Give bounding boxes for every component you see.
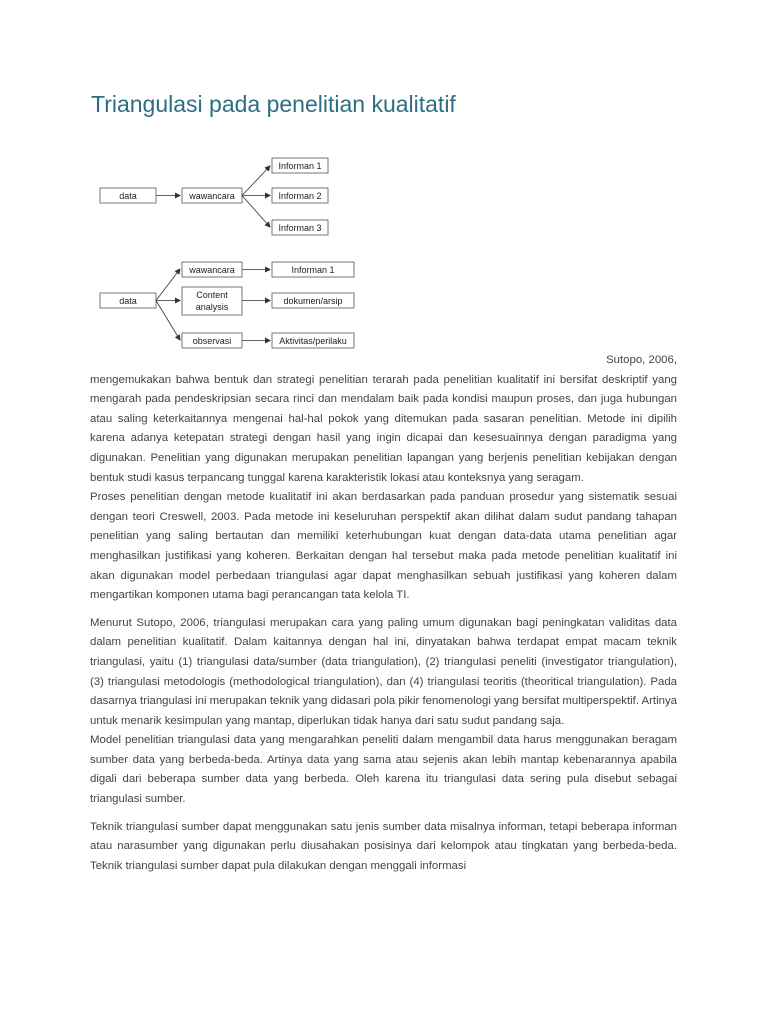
diagram-bottom-method-label: Content bbox=[196, 290, 228, 300]
diagram-bottom-target-label: Aktivitas/perilaku bbox=[279, 336, 347, 346]
diagram-bottom-method-label: analysis bbox=[195, 302, 229, 312]
article-body bbox=[90, 351, 677, 876]
paragraph: Menurut Sutopo, 2006, triangulasi merupakan cara yang paling umum digunakan bagi peningkatan validitas data dalam penelitian kualitatif. Dalam kaitannya dengan hal ini, dinyatakan bahwa terdapat empat macam teknik triangulasi, yaitu (1) triangulasi data/sumber (data triangulation), (2) triangulasi peneliti (investigator triangulation), (3) triangulasi metodologis (methodological triangulation), dan (4) triangulasi teoritis (theoritical triangulation). Pada dasarnya triangulasi ini merupakan teknik yang didasari pola pikir fenomenologi yang bersifat multiperspektif. Artinya untuk menarik kesimpulan yang mantap, diperlukan tidak hanya dari satu sudut pandang saja. bbox=[90, 616, 677, 727]
triangulation-diagram bbox=[92, 148, 362, 363]
diagram-top-method-label: wawancara bbox=[189, 191, 235, 201]
triangulation-diagram-svg bbox=[92, 148, 362, 358]
diagram-bottom-method-label: observasi bbox=[192, 336, 232, 346]
diagram-top-target-label: Informan 3 bbox=[278, 223, 322, 233]
diagram-top-target-label: Informan 2 bbox=[278, 191, 322, 201]
diagram-top-source-label: data bbox=[119, 191, 137, 201]
diagram-bottom-method-label: wawancara bbox=[189, 265, 235, 275]
attribution-text: Sutopo, 2006, bbox=[606, 354, 677, 366]
paragraph: mengemukakan bahwa bentuk dan strategi penelitian terarah pada penelitian kualitatif ini bersifat deskriptif yang mengarah pada pendeskripsian secara rinci dan mendalam baik pada kondisi maupun proses, dan juga hubungan atau saling keterkaitannya mengenai hal-hal pokok yang ditemukan pada sasaran penelitian. Metode ini dipilih karena adanya ketepatan strategi dengan hasil yang ingin dicapai dan kesesuainnya dengan paradigma yang digunakan. Penelitian yang digunakan merupakan penelitian lapangan yang berjenis penelitian kebijakan dengan bentuk studi kasus terpancang tunggal karena karakteristik lokasi atau konteksnya yang seragam. bbox=[90, 373, 677, 484]
paragraph: Model penelitian triangulasi data yang mengarahkan peneliti dalam mengambil data harus menggunakan beragam sumber data yang berbeda-beda. Artinya data yang sama atau sejenis akan lebih mantap kebenarannya apabila digali dari beberapa sumber data yang berbeda. Oleh karena itu triangulasi data sering pula disebut sebagai triangulasi sumber. bbox=[90, 734, 677, 806]
diagram-bottom-target-label: Informan 1 bbox=[291, 265, 335, 275]
diagram-bottom-source-label: data bbox=[119, 296, 137, 306]
diagram-top-target-label: Informan 1 bbox=[278, 161, 322, 171]
page-title: Triangulasi pada penelitian kualitatif bbox=[91, 91, 456, 117]
diagram-bottom-target-label: dokumen/arsip bbox=[283, 296, 343, 306]
paragraph: Teknik triangulasi sumber dapat menggunakan satu jenis sumber data misalnya informan, tetapi beberapa informan atau narasumber yang digunakan perlu diusahakan posisinya dari kelompok atau tingkatan yang berbeda-beda. Teknik triangulasi sumber dapat pula dilakukan dengan menggali informasi bbox=[90, 820, 677, 872]
paragraph: Proses penelitian dengan metode kualitatif ini akan berdasarkan pada panduan prosedur yang sistematik sesuai dengan teori Creswell, 2003. Pada metode ini keseluruhan perspektif akan dilihat dalam sudut pandang tahapan penelitian yang saling bertautan dan memiliki keterhubungan kuat dengan data-data utama penelitian agar menghasilkan justifikasi yang koheren. Berkaitan dengan hal tersebut maka pada metode penelitian kualitatif ini akan digunakan model perbedaan triangulasi agar dapat menghasilkan sebuah justifikasi yang koheren dalam mengartikan komponen utama bagi perancangan tata kelola TI. bbox=[90, 491, 677, 602]
